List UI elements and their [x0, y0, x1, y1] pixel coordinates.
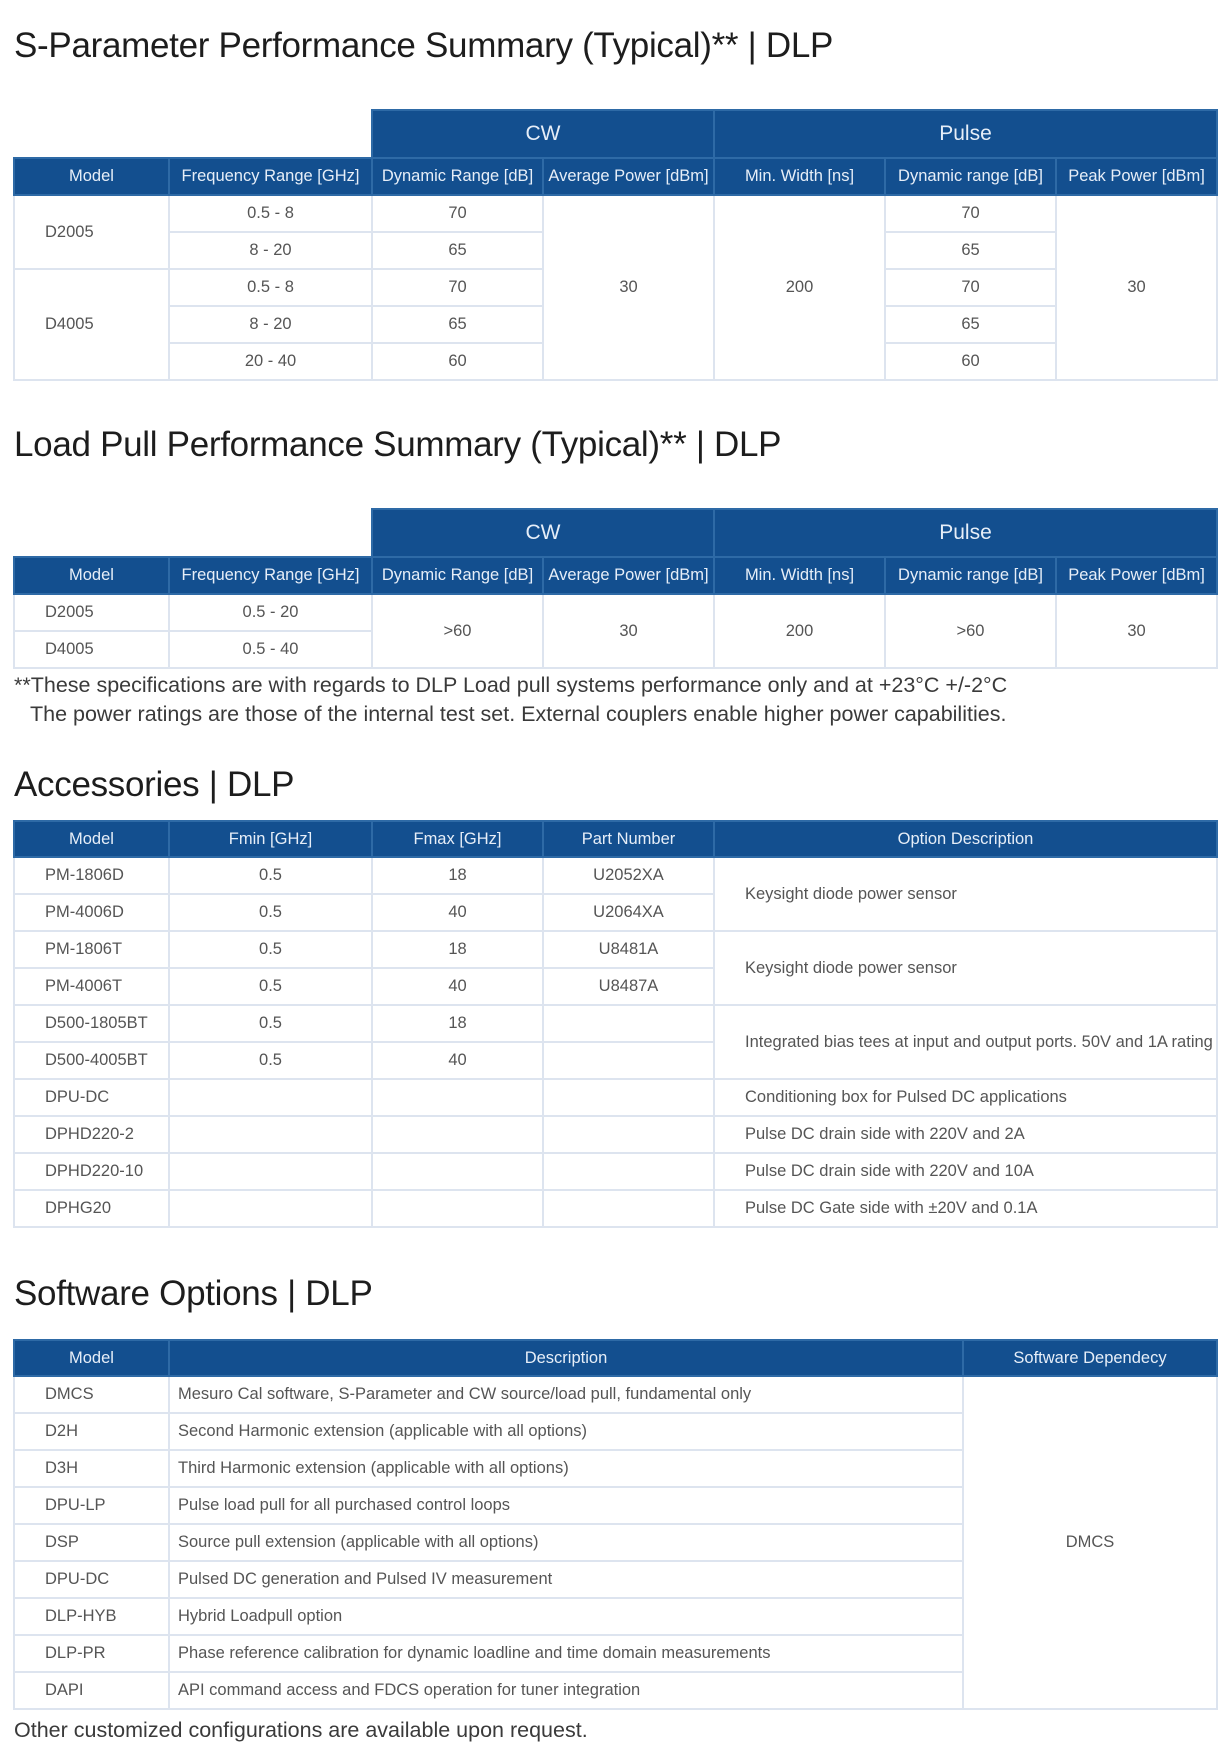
spec-note-2: The power ratings are those of the internal test set. External couplers enable higher power capabilities.	[30, 702, 1007, 726]
pulse-dynamic-cell: 70	[885, 269, 1056, 306]
fmax-cell: 18	[372, 931, 543, 968]
pulse-dynamic-cell: 70	[885, 195, 1056, 232]
col-header: Frequency Range [GHz]	[169, 557, 372, 594]
col-header: Software Dependecy	[963, 1340, 1217, 1376]
peak-power-cell: 30	[1056, 195, 1217, 380]
model-cell: D2005	[14, 195, 169, 269]
cw-dynamic-cell: 65	[372, 306, 543, 343]
freq-cell: 0.5 - 20	[169, 594, 372, 631]
model-cell: DLP-PR	[14, 1635, 169, 1672]
dependency-cell: DMCS	[963, 1376, 1217, 1709]
col-header: Dynamic Range [dB]	[372, 158, 543, 195]
model-cell: DPHG20	[14, 1190, 169, 1227]
option-desc-cell: Conditioning box for Pulsed DC applications	[714, 1079, 1217, 1116]
spec-note-1: **These specifications are with regards to DLP Load pull systems performance only and at +23°C +/-2°C	[14, 673, 1008, 697]
model-cell: PM-1806T	[14, 931, 169, 968]
freq-cell: 0.5 - 8	[169, 269, 372, 306]
freq-cell: 20 - 40	[169, 343, 372, 380]
fmin-cell	[169, 1190, 372, 1227]
col-header: Peak Power [dBm]	[1056, 557, 1217, 594]
part-cell	[543, 1042, 714, 1079]
part-cell	[543, 1116, 714, 1153]
fmin-cell: 0.5	[169, 894, 372, 931]
option-desc-cell: Pulse DC Gate side with ±20V and 0.1A	[714, 1190, 1217, 1227]
col-header: Dynamic Range [dB]	[372, 557, 543, 594]
software-table	[13, 1339, 1218, 1710]
fmin-cell	[169, 1153, 372, 1190]
fmax-cell	[372, 1190, 543, 1227]
col-header: Fmax [GHz]	[372, 821, 543, 857]
pulse-dynamic-cell: 65	[885, 232, 1056, 269]
option-desc-cell: Keysight diode power sensor	[714, 857, 1217, 931]
footer-note: Other customized configurations are available upon request.	[14, 1718, 588, 1742]
cw-dynamic-cell: >60	[372, 594, 543, 668]
fmax-cell: 18	[372, 1005, 543, 1042]
fmin-cell: 0.5	[169, 1005, 372, 1042]
software-title: Software Options | DLP	[14, 1274, 373, 1313]
model-cell: DPHD220-10	[14, 1153, 169, 1190]
description-cell: Mesuro Cal software, S-Parameter and CW source/load pull, fundamental only	[169, 1376, 963, 1413]
freq-cell: 8 - 20	[169, 306, 372, 343]
description-cell: API command access and FDCS operation for tuner integration	[169, 1672, 963, 1709]
col-header: Part Number	[543, 821, 714, 857]
col-header: Option Description	[714, 821, 1217, 857]
option-desc-cell: Keysight diode power sensor	[714, 931, 1217, 1005]
avg-power-cell: 30	[543, 195, 714, 380]
model-cell: DPHD220-2	[14, 1116, 169, 1153]
description-cell: Hybrid Loadpull option	[169, 1598, 963, 1635]
col-header: Dynamic range [dB]	[885, 557, 1056, 594]
fmin-cell: 0.5	[169, 1042, 372, 1079]
loadpull-table	[13, 508, 1218, 669]
pulse-group-header: Pulse	[714, 110, 1217, 158]
model-cell: DMCS	[14, 1376, 169, 1413]
model-cell: DSP	[14, 1524, 169, 1561]
freq-cell: 0.5 - 40	[169, 631, 372, 668]
cw-group-header: CW	[372, 110, 714, 158]
part-cell: U2052XA	[543, 857, 714, 894]
col-header: Model	[14, 158, 169, 195]
model-cell: D4005	[14, 631, 169, 668]
col-header: Model	[14, 1340, 169, 1376]
min-width-cell: 200	[714, 594, 885, 668]
model-cell: PM-1806D	[14, 857, 169, 894]
col-header: Description	[169, 1340, 963, 1376]
fmax-cell	[372, 1153, 543, 1190]
col-header: Dynamic range [dB]	[885, 158, 1056, 195]
freq-cell: 0.5 - 8	[169, 195, 372, 232]
model-cell: D500-4005BT	[14, 1042, 169, 1079]
cw-dynamic-cell: 70	[372, 195, 543, 232]
option-desc-cell: Pulse DC drain side with 220V and 10A	[714, 1153, 1217, 1190]
model-cell: D500-1805BT	[14, 1005, 169, 1042]
min-width-cell: 200	[714, 195, 885, 380]
fmin-cell: 0.5	[169, 931, 372, 968]
col-header: Min. Width [ns]	[714, 557, 885, 594]
description-cell: Pulsed DC generation and Pulsed IV measurement	[169, 1561, 963, 1598]
accessories-title: Accessories | DLP	[14, 765, 295, 804]
option-desc-cell: Integrated bias tees at input and output ports. 50V and 1A rating	[714, 1005, 1217, 1079]
fmax-cell: 40	[372, 894, 543, 931]
col-header: Average Power [dBm]	[543, 557, 714, 594]
peak-power-cell: 30	[1056, 594, 1217, 668]
col-header: Frequency Range [GHz]	[169, 158, 372, 195]
part-cell: U8487A	[543, 968, 714, 1005]
fmax-cell: 40	[372, 968, 543, 1005]
avg-power-cell: 30	[543, 594, 714, 668]
description-cell: Pulse load pull for all purchased control loops	[169, 1487, 963, 1524]
fmin-cell: 0.5	[169, 968, 372, 1005]
cw-dynamic-cell: 65	[372, 232, 543, 269]
sparam-table	[13, 109, 1218, 381]
col-header: Model	[14, 557, 169, 594]
fmax-cell: 18	[372, 857, 543, 894]
model-cell: PM-4006T	[14, 968, 169, 1005]
fmin-cell	[169, 1079, 372, 1116]
model-cell: DPU-DC	[14, 1079, 169, 1116]
col-header: Min. Width [ns]	[714, 158, 885, 195]
model-cell: D2005	[14, 594, 169, 631]
description-cell: Third Harmonic extension (applicable with all options)	[169, 1450, 963, 1487]
col-header: Fmin [GHz]	[169, 821, 372, 857]
model-cell: DLP-HYB	[14, 1598, 169, 1635]
description-cell: Source pull extension (applicable with all options)	[169, 1524, 963, 1561]
model-cell: DPU-DC	[14, 1561, 169, 1598]
model-cell: DAPI	[14, 1672, 169, 1709]
fmax-cell	[372, 1079, 543, 1116]
part-cell	[543, 1079, 714, 1116]
description-cell: Second Harmonic extension (applicable with all options)	[169, 1413, 963, 1450]
model-cell: D4005	[14, 269, 169, 380]
pulse-dynamic-cell: >60	[885, 594, 1056, 668]
accessories-table	[13, 820, 1218, 1228]
model-cell: PM-4006D	[14, 894, 169, 931]
col-header: Peak Power [dBm]	[1056, 158, 1217, 195]
col-header: Model	[14, 821, 169, 857]
fmax-cell: 40	[372, 1042, 543, 1079]
fmin-cell: 0.5	[169, 857, 372, 894]
col-header: Average Power [dBm]	[543, 158, 714, 195]
model-cell: D2H	[14, 1413, 169, 1450]
cw-dynamic-cell: 60	[372, 343, 543, 380]
pulse-group-header: Pulse	[714, 509, 1217, 557]
option-desc-cell: Pulse DC drain side with 220V and 2A	[714, 1116, 1217, 1153]
fmax-cell	[372, 1116, 543, 1153]
cw-dynamic-cell: 70	[372, 269, 543, 306]
loadpull-title: Load Pull Performance Summary (Typical)** | DLP	[14, 425, 782, 464]
model-cell: D3H	[14, 1450, 169, 1487]
description-cell: Phase reference calibration for dynamic loadline and time domain measurements	[169, 1635, 963, 1672]
part-cell	[543, 1190, 714, 1227]
sparam-title: S-Parameter Performance Summary (Typical)** | DLP	[14, 26, 834, 65]
part-cell: U2064XA	[543, 894, 714, 931]
part-cell	[543, 1005, 714, 1042]
cw-group-header: CW	[372, 509, 714, 557]
part-cell	[543, 1153, 714, 1190]
freq-cell: 8 - 20	[169, 232, 372, 269]
pulse-dynamic-cell: 65	[885, 306, 1056, 343]
part-cell: U8481A	[543, 931, 714, 968]
fmin-cell	[169, 1116, 372, 1153]
model-cell: DPU-LP	[14, 1487, 169, 1524]
pulse-dynamic-cell: 60	[885, 343, 1056, 380]
